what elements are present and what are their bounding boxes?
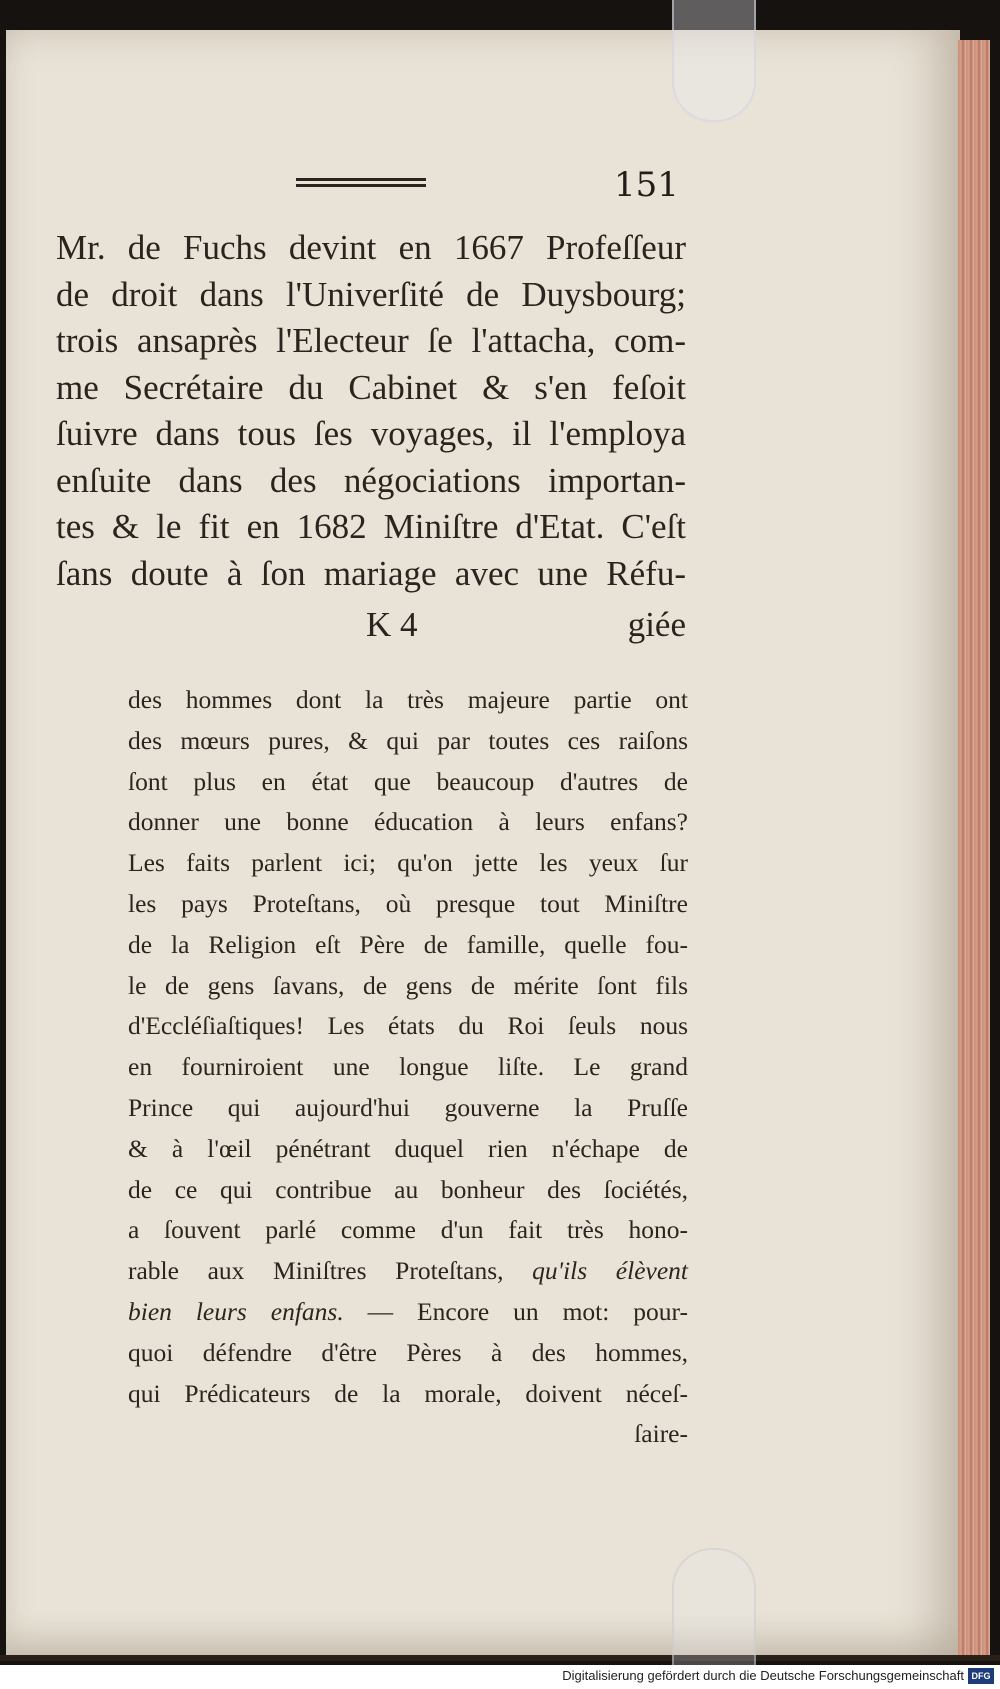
body-line: qui Prédicateurs de la morale, doivent néceſ- — [128, 1378, 688, 1408]
body-line — [128, 1292, 688, 1333]
body-line: & à l'œil pénétrant duquel rien n'échape de — [128, 1133, 688, 1163]
body-text-block — [128, 680, 688, 1455]
body-line: Les faits parlent ici; qu'on jette les yeux ſur — [128, 848, 688, 878]
body-line-text: — Encore un mot: pour- — [343, 1296, 688, 1326]
page-clip-top — [672, 0, 756, 122]
body-line-text: rable aux Miniſtres Proteſtans, — [128, 1256, 533, 1286]
body-line: des hommes dont la très majeure partie ont — [128, 685, 688, 714]
body-line: ſont plus en état que beaucoup d'autres de — [128, 766, 688, 796]
overlay-line: enſuite dans des négociations importan- — [56, 460, 686, 500]
overlay-line: me Secrétaire du Cabinet & s'en feſoit — [56, 367, 686, 407]
body-line: de ce qui contribue au bonheur des ſociétés, — [128, 1174, 688, 1204]
page-clip-bottom — [672, 1548, 756, 1670]
header-rule-line-1 — [296, 178, 426, 181]
signature-row — [56, 605, 686, 651]
body-catchword: ſaire- — [634, 1419, 688, 1449]
body-line: d'Eccléſiaſtiques! Les états du Roi ſeuls nous — [128, 1011, 688, 1041]
overlay-text-block — [56, 225, 686, 597]
overlay-line: tes & le fit en 1682 Miniſtre d'Etat. C'eſt — [56, 507, 686, 546]
overlay-line: ſans doute à ſon mariage avec une Réfu- — [56, 553, 686, 593]
body-line: quoi défendre d'être Pères à des hommes, — [128, 1337, 688, 1367]
signature-mark: K 4 — [366, 605, 418, 644]
body-line: a ſouvent parlé comme d'un fait très hono- — [128, 1215, 688, 1245]
footer-bar — [0, 1665, 1000, 1689]
overlay-line: de droit dans l'Univerſité de Duysbourg; — [56, 274, 686, 314]
page-edge-stack — [958, 40, 990, 1655]
body-line: des mœurs pures, & qui par toutes ces raiſons — [128, 725, 688, 755]
dfg-logo: DFG — [968, 1668, 994, 1684]
italic-phrase: bien leurs enfans. — [128, 1296, 344, 1326]
page-number: 151 — [614, 165, 679, 205]
body-line: en fourniroient une longue liſte. Le grand — [128, 1052, 688, 1082]
footer-credit: Digitalisierung gefördert durch die Deutsche Forschungsgemeinschaft — [562, 1668, 964, 1683]
body-line: de la Religion eſt Père de famille, quelle fou- — [128, 929, 688, 959]
body-line: donner une bonne éducation à leurs enfans? — [128, 807, 688, 837]
overlay-line: ſuivre dans tous ſes voyages, il l'employa — [56, 414, 686, 453]
body-line — [128, 1251, 688, 1292]
overlay-line: Mr. de Fuchs devint en 1667 Profeſſeur — [56, 228, 686, 267]
header-rule-line-2 — [296, 184, 426, 187]
header-rule — [296, 178, 426, 188]
page-bottom-shadow — [0, 1655, 1000, 1661]
body-line: le de gens ſavans, de gens de mérite ſont fils — [128, 970, 688, 1000]
overlay-line: trois ansaprès l'Electeur ſe l'attacha, com- — [56, 321, 686, 360]
italic-phrase: qu'ils élèvent — [532, 1256, 689, 1286]
body-line: les pays Proteſtans, où presque tout Miniſtre — [128, 888, 688, 918]
overlay-catchword: giée — [627, 605, 686, 644]
body-line: Prince qui aujourd'hui gouverne la Pruſſe — [128, 1092, 688, 1122]
